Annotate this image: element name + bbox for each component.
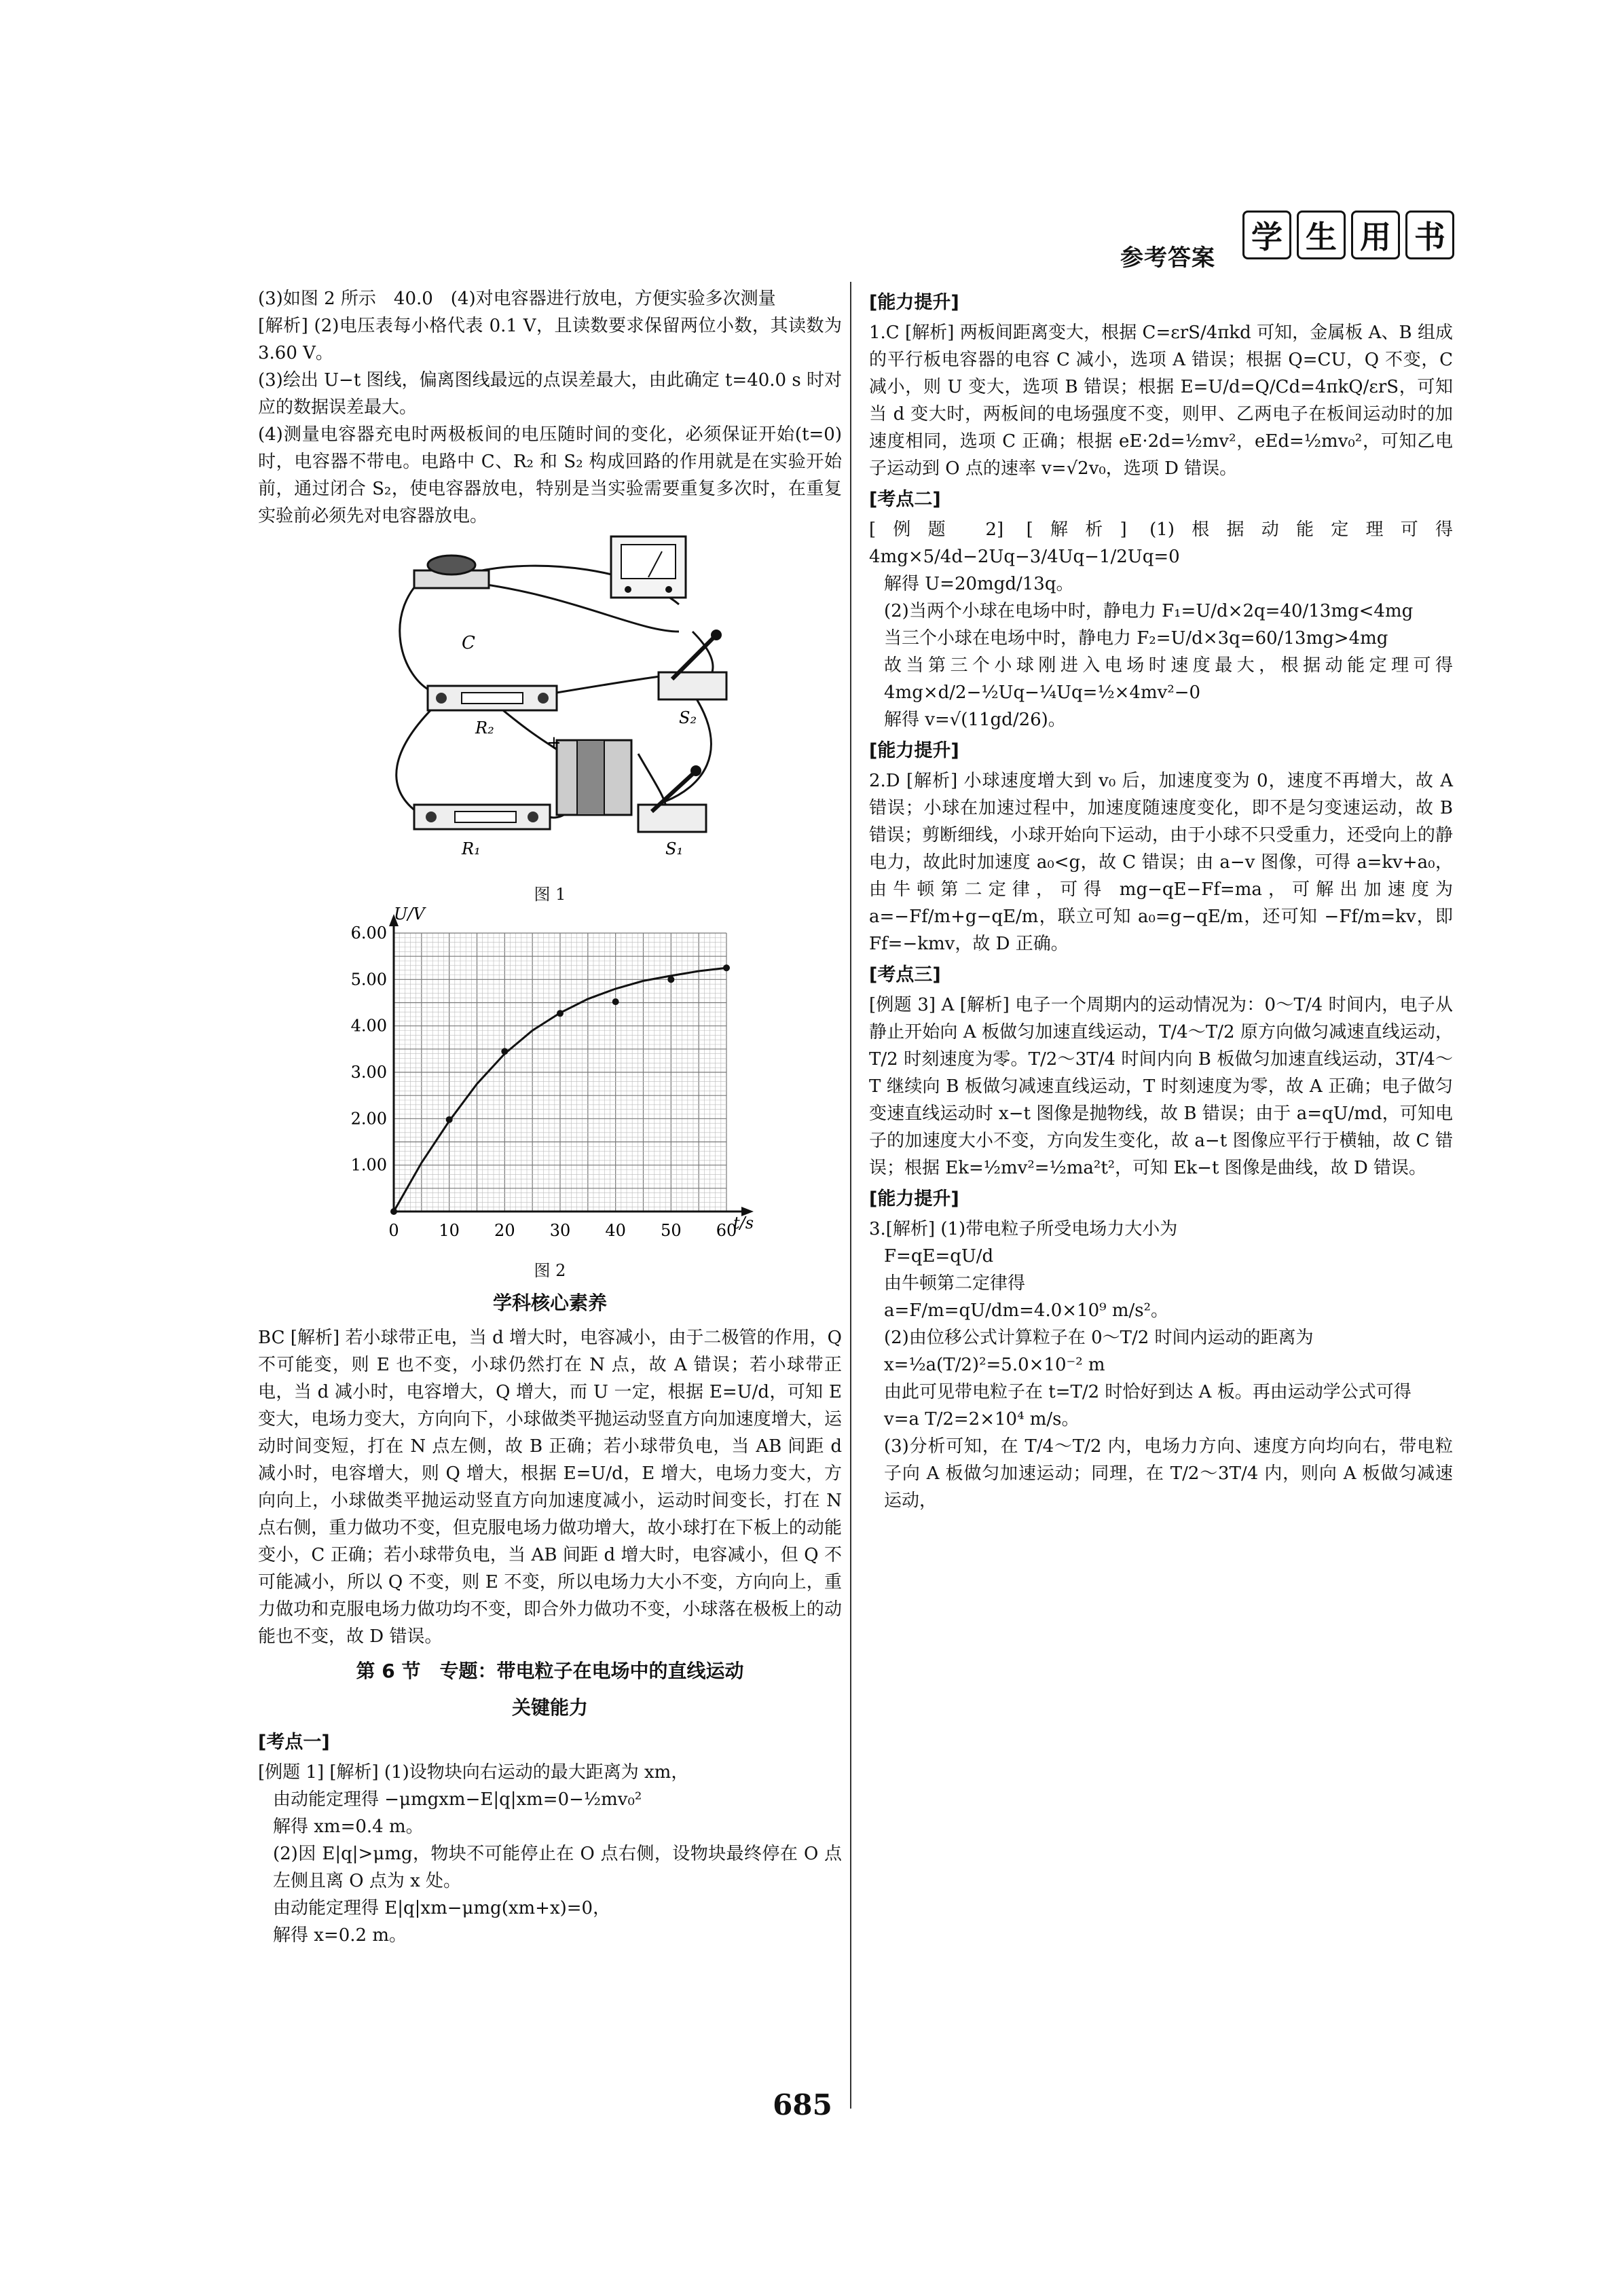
example-2-line-3: (2)当两个小球在电场中时，静电力 F₁=U/d×2q=40/13mg<4mg [884, 601, 1414, 621]
resistor-r2-icon [428, 686, 557, 710]
battery-icon [557, 740, 631, 815]
example-1-line-3: 解得 xm=0.4 m。 [273, 1817, 424, 1837]
chart-x-label: t/s [733, 1214, 754, 1233]
core-literacy-answer: BC [解析] 若小球带正电，当 d 增大时，电容减小，由于二极管的作用，Q 不可能变，则 E 也不变，小球仍然打在 N 点，故 A 错误；若小球带正电，当 d 减小时，电容增大，Q 增大，而 U 一定，根据 E=U/d，可知 E 变大，电场力变大，方向向下，小球做类平抛运动竖直方向加速度增大，运动时间变短，打在 N 点左侧，故 B 正确；若小球带负电，当 AB 间距 d 减小时，电容增大，则 Q 增大，根据 E=U/d，E 增大，电场力变大，方向向上，小球做类平抛运动竖直方向加速度减小，运动时间变长，打在 N 点右侧，重力做功不变，但克服电场力做功增大，故小球打在下板上的动能变小，C 正确；若小球带负电，当 AB 间距 d 增大时，电容减小，但 Q 不可能减小，所以 Q 不变，则 E 不变，所以电场力大小不变，方向向上，重力做功和克服电场力做功均不变，即合外力做功不变，小球落在极板上的动能也不变，故 D 错误。 [258, 1328, 842, 1647]
y-tick-label: 3.00 [350, 1063, 387, 1082]
x-tick-label: 10 [439, 1221, 460, 1240]
core-literacy-title: 学科核心素养 [492, 1292, 607, 1314]
kaodian-2: [考点二] [869, 489, 941, 510]
label-s1: S₁ [665, 839, 684, 856]
answer-label: 参考答案 [1120, 244, 1215, 272]
analysis-2: [解析] (2)电压表每小格代表 0.1 V，且读数要求保留两位小数，其读数为 3.60 V。 [258, 316, 842, 363]
example-1-line-1: [例题 1] [解析] (1)设物块向右运动的最大距离为 xm， [258, 1762, 689, 1783]
data-point [723, 964, 730, 971]
u-t-chart-svg [258, 906, 842, 1259]
analysis-4: (4)测量电容器充电时两极板间的电压随时间的变化，必须保证开始(t=0)时，电容器不带电。电路中 C、R₂ 和 S₂ 构成回路的作用就是在实验开始前，通过闭合 S₂，使电容器放电，特别是当实验需要重复多次时，在重复实验前必须先对电容器放电。 [258, 424, 842, 526]
capacitor-icon [414, 555, 489, 588]
example-2-line-4: 当三个小球在电场中时，静电力 F₂=U/d×3q=60/13mg>4mg [884, 628, 1388, 649]
stamp-char-3: 用 [1351, 211, 1400, 259]
example-3: [例题 3] A [解析] 电子一个周期内的运动情况为：0～T/4 时间内，电子从静止开始向 A 板做匀加速直线运动，T/4～T/2 原方向做匀减速直线运动，T/2 时刻速度为零。T/2～3T/4 时间内向 B 板做匀加速直线运动，3T/4～T 继续向 B 板做匀减速直线运动，T 时刻速度为零，故 A 正确；电子做匀变速直线运动时 x−t 图像是抛物线，故 B 错误；由于 a=qU/md，可知电子的加速度大小不变，方向发生变化，故 a−t 图像应平行于横轴，故 C 错误；根据 Ek=½mv²=½ma²t²，可知 Ek−t 图像是曲线，故 D 错误。 [869, 995, 1453, 1178]
answer-3-line-5: (2)由位移公式计算粒子在 0～T/2 时间内运动的距离为 [884, 1328, 1314, 1348]
chart-y-label: U/V [394, 906, 425, 924]
answer-3-line-8: v=a T/2=2×10⁴ m/s。 [884, 1409, 1080, 1429]
answer-3-line-4: a=F/m=qU/dm=4.0×10⁹ m/s²。 [884, 1300, 1169, 1321]
voltmeter-icon [611, 536, 686, 598]
right-column [869, 285, 1453, 1514]
u-t-chart [258, 906, 842, 1259]
example-2-line-2: 解得 U=20mgd/13q。 [884, 574, 1074, 594]
stamp-char-1: 学 [1242, 211, 1291, 259]
answer-3-line-3: 由牛顿第二定律得 [884, 1273, 1026, 1294]
y-tick-label: 4.00 [350, 1016, 387, 1036]
answer-3-4: (3)如图 2 所示 40.0 (4)对电容器进行放电，方便实验多次测量 [258, 289, 776, 309]
kaodian-1: [考点一] [258, 1732, 330, 1753]
label-r2: R₂ [475, 718, 494, 737]
ability-improve-3: [能力提升] [869, 1188, 959, 1209]
data-point [667, 976, 674, 983]
ability-improve-2: [能力提升] [869, 740, 959, 761]
answer-3-line-1: 3.[解析] (1)带电粒子所受电场力大小为 [869, 1219, 1178, 1239]
example-1-line-6: 解得 x=0.2 m。 [273, 1925, 407, 1946]
x-tick-label: 60 [716, 1221, 737, 1240]
stamp-char-2: 生 [1297, 211, 1346, 259]
answer-1: 1.C [解析] 两板间距离变大，根据 C=εrS/4πkd 可知，金属板 A、B 组成的平行板电容器的电容 C 减小，选项 A 错误；根据 Q=CU，Q 不变，C 减小，则 U 变大，选项 B 错误；根据 E=U/d=Q/Cd=4πkQ/εrS，可知当 d 变大时，两板间的电场强度不变，则甲、乙两电子在板间运动时的加速度相同，选项 C 正确；根据 eE·2d=½mv²，eEd=½mv₀²，可知乙电子运动到 O 点的速率 v=√2v₀，选项 D 错误。 [869, 323, 1453, 479]
example-1-line-4: (2)因 E|q|>μmg，物块不可能停止在 O 点右侧，设物块最终停在 O 点左侧且离 O 点为 x 处。 [273, 1844, 842, 1891]
answer-3-line-7: 由此可见带电粒子在 t=T/2 时恰好到达 A 板。再由运动学公式可得 [884, 1382, 1412, 1402]
answer-3-line-9: (3)分析可知，在 T/4～T/2 内，电场力方向、速度方向均向右，带电粒子向 A 板做匀加速运动；同理，在 T/2～3T/4 内，则向 A 板做匀减速运动， [884, 1436, 1453, 1511]
analysis-3: (3)绘出 U−t 图线，偏离图线最远的点误差最大，由此确定 t=40.0 s 时对应的数据误差最大。 [258, 370, 842, 418]
x-tick-label: 40 [605, 1221, 626, 1240]
example-2-line-1: [例题 2] [解析] (1)根据动能定理可得 4mg×5/4d−2Uq−3/4Uq−1/2Uq=0 [869, 520, 1453, 567]
data-point [612, 998, 619, 1005]
label-plus: + [547, 733, 561, 753]
example-1-line-2: 由动能定理得 −μmgxm−E|q|xm=0−½mv₀² [273, 1789, 642, 1810]
x-tick-label: 30 [549, 1221, 571, 1240]
x-tick-label: 20 [494, 1221, 515, 1240]
label-r1: R₁ [462, 839, 481, 856]
x-tick-label: 0 [388, 1221, 399, 1240]
column-divider [850, 282, 851, 2109]
answer-2: 2.D [解析] 小球速度增大到 v₀ 后，加速度变为 0，速度不再增大，故 A 错误；小球在加速过程中，加速度随速度变化，即不是匀变速运动，故 B 错误；剪断细线，小球开始向下运动，由于小球不只受重力，还受向上的静电力，故此时加速度 a₀<g，故 C 错误；由 a−v 图像，可得 a=kv+a₀，由牛顿第二定律，可得 mg−qE−Ff=ma，可解出加速度为 a=−Ff/m+g−qE/m，联立可知 a₀=g−qE/m，还可知 −Ff/m=kv，即 Ff=−kmv，故 D 正确。 [869, 771, 1453, 954]
switch-s2-icon [659, 630, 726, 699]
data-point [446, 1116, 453, 1123]
example-1-line-5: 由动能定理得 E|q|xm−μmg(xm+x)=0， [273, 1898, 611, 1918]
page-number: 685 [773, 2088, 832, 2121]
y-tick-label: 1.00 [350, 1155, 387, 1175]
circuit-figure [258, 530, 842, 883]
answer-3-line-6: x=½a(T/2)²=5.0×10⁻² m [884, 1355, 1105, 1375]
y-tick-label: 5.00 [350, 970, 387, 989]
label-s2: S₂ [679, 708, 697, 727]
data-point [501, 1048, 508, 1055]
figure-2-caption: 图 2 [534, 1261, 566, 1280]
stamp-char-4: 书 [1405, 211, 1454, 259]
circuit-diagram [258, 530, 842, 856]
data-point [557, 1010, 564, 1017]
y-tick-label: 6.00 [350, 924, 387, 943]
x-tick-label: 50 [661, 1221, 682, 1240]
kaodian-3: [考点三] [869, 964, 941, 985]
section-6-title: 第 6 节 专题：带电粒子在电场中的直线运动 [356, 1660, 744, 1682]
data-point [390, 1208, 397, 1215]
label-c: C [462, 633, 475, 653]
page-header [1113, 197, 1480, 278]
left-column [258, 285, 842, 1949]
key-ability-title: 关键能力 [511, 1696, 588, 1719]
resistor-r1-icon [414, 805, 550, 829]
example-2-line-6: 解得 v=√(11gd/26)。 [884, 710, 1066, 730]
y-tick-label: 2.00 [350, 1109, 387, 1129]
ability-improve-1: [能力提升] [869, 292, 959, 313]
answer-3-line-2: F=qE=qU/d [884, 1246, 994, 1267]
example-2-line-5: 故当第三个小球刚进入电场时速度最大，根据动能定理可得 4mg×d/2−½Uq−¼Uq=½×4mv²−0 [884, 655, 1453, 703]
figure-1-caption: 图 1 [534, 885, 566, 904]
